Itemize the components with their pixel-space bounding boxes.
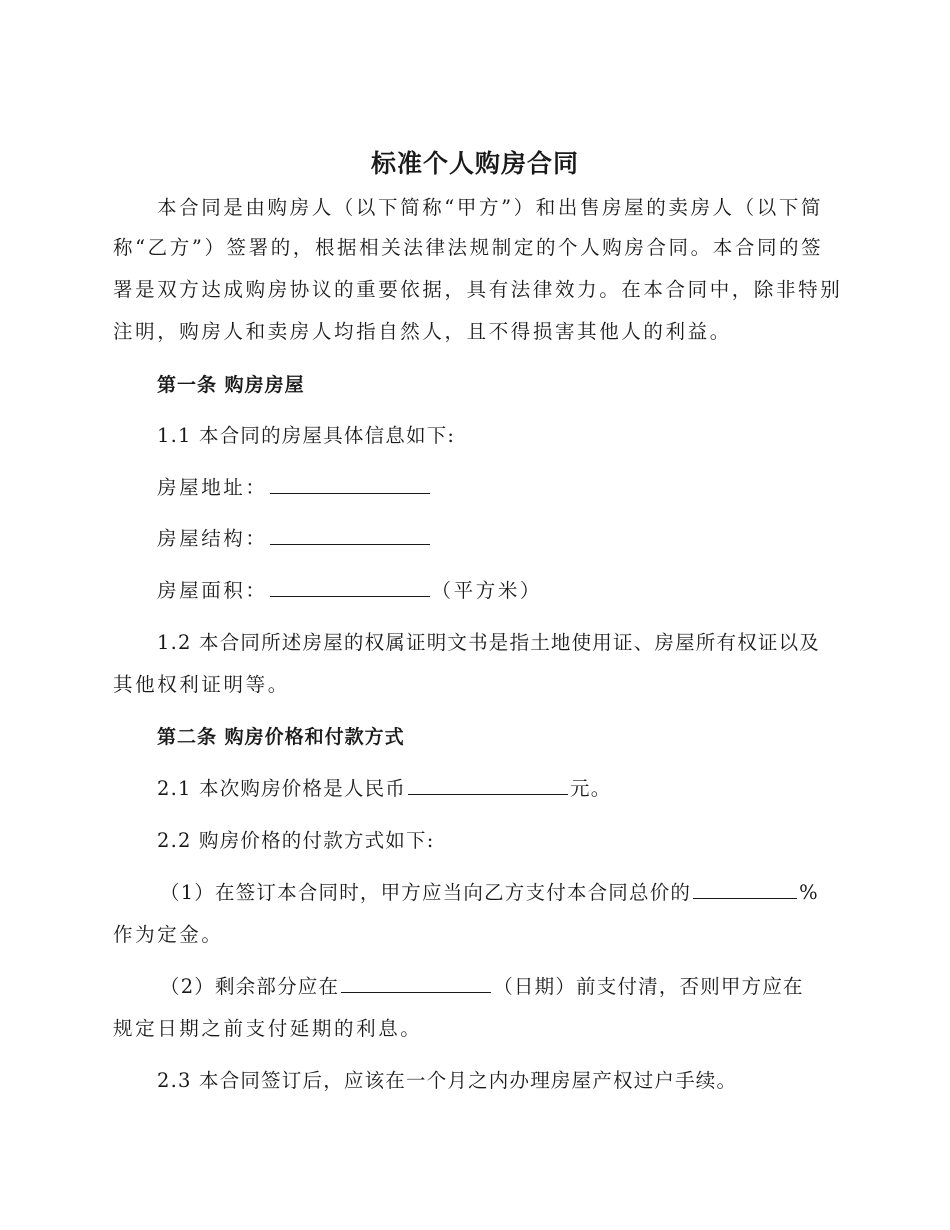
area-blank (270, 576, 430, 597)
sub-1-prefix: （1）在签订本合同时，甲方应当向乙方支付本合同总价的 (160, 881, 692, 904)
item-2-2: 2.2 购房价格的付款方式如下: (157, 829, 435, 852)
sub-2-line-2: 规定日期之前支付延期的利息。 (113, 1017, 423, 1040)
item-1-2-line-2: 其他权利证明等。 (113, 673, 290, 696)
sub-2-prefix: （2）剩余部分应在 (160, 975, 340, 998)
structure-blank (270, 524, 430, 545)
sub-1-suffix: % (799, 881, 819, 904)
area-unit: （平方米） (431, 579, 543, 602)
section-1-heading: 第一条 购房房屋 (157, 374, 305, 396)
structure-row (157, 524, 432, 554)
deposit-percent-blank (693, 878, 797, 899)
area-row (157, 576, 542, 606)
sub-1-line-2: 作为定金。 (113, 923, 224, 946)
due-date-blank (341, 972, 491, 993)
address-blank (270, 473, 430, 494)
item-2-1-suffix: 元。 (570, 777, 612, 800)
item-1-1: 1.1 本合同的房屋具体信息如下: (157, 424, 456, 447)
intro-line-4: 注明，购房人和卖房人均指自然人，且不得损害其他人的利益。 (113, 320, 732, 343)
sub-1-line-1 (160, 878, 819, 908)
address-row (157, 473, 432, 503)
item-2-1 (157, 774, 611, 804)
item-2-3: 2.3 本合同签订后，应该在一个月之内办理房屋产权过户手续。 (157, 1069, 738, 1092)
item-1-2-line-1: 1.2 本合同所述房屋的权属证明文书是指土地使用证、房屋所有权证以及 (157, 631, 821, 654)
section-2-heading: 第二条 购房价格和付款方式 (157, 726, 405, 748)
intro-line-3: 署是双方达成购房协议的重要依据，具有法律效力。在本合同中，除非特别 (113, 278, 843, 301)
item-2-1-prefix: 2.1 本次购房价格是人民币 (157, 777, 407, 800)
structure-label: 房屋结构： (157, 527, 268, 550)
intro-line-2: 称“乙方”）签署的，根据相关法律法规制定的个人购房合同。本合同的签 (113, 236, 824, 259)
area-label: 房屋面积： (157, 579, 268, 602)
intro-line-1: 本合同是由购房人（以下简称“甲方”）和出售房屋的卖房人（以下简 (157, 196, 824, 219)
document-title: 标准个人购房合同 (370, 149, 579, 178)
address-label: 房屋地址： (157, 476, 268, 499)
sub-2-suffix: （日期）前支付清，否则甲方应在 (493, 975, 804, 998)
sub-2-line-1 (160, 972, 804, 1002)
price-blank (408, 774, 568, 795)
